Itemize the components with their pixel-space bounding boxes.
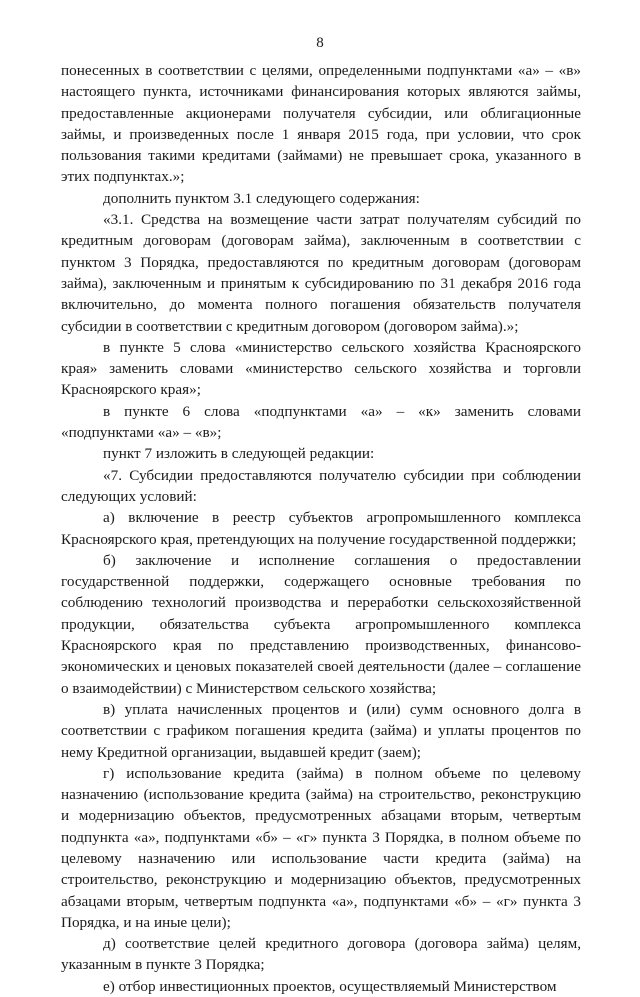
paragraph-clause-6-amendment: в пункте 6 слова «подпунктами «а» – «к» заменить словами «подпунктами «а» – «в»; [61,402,581,442]
paragraph-clause-3-1: «3.1. Средства на возмещение части затрат получателям субсидий по кредитным договорам (договорам займа), заключенным в соответствии с пунктом 3 Порядка, предоставляются по кредитным договорам (договорам займа), заключенным и принятым к субсидированию по 31 декабря 2016 года включительно, до момента полного погашения обязательств получателя субсидии в соответствии с кредитным договором (договором займа).»; [61,211,581,335]
paragraph-clause-7-intro: пункт 7 изложить в следующей редакции: [103,445,375,463]
list-item-b: б) заключение и исполнение соглашения о предоставлении государственной поддержки, содержащего основные требования по соблюдению технологий производства и переработки сельскохозяйственной продукции, обязательства субъекта агропромышленного комплекса Красноярского края по представлению производственных, финансово-экономических и ценовых показателей своей деятельности (далее – соглашение о взаимодействии) с Министерством сельского хозяйства; [61,551,581,697]
list-item-a: а) включение в реестр субъектов агропромышленного комплекса Красноярского края, претендующих на получение государственной поддержки; [61,509,581,548]
list-item-v: в) уплата начисленных процентов и (или) сумм основного долга в соответствии с графиком погашения кредита (займа) и уплаты процентов по нему Кредитной организации, выдавшей кредит (заем); [61,700,581,761]
document-body [61,60,581,997]
page-number: 8 [316,35,324,51]
list-item-g: г) использование кредита (займа) в полном объеме по целевому назначению (использование кредита (займа) на строительство, реконструкцию и модернизацию объектов, предусмотренных абзацами вторым, четвертым подпункта «а», подпунктами «б» – «г» пункта 3 Порядка, в полном объеме по целевому назначению или использование части кредита (займа) на строительство, реконструкцию и модернизацию объектов, предусмотренных абзацами вторым, четвертым подпункта «а», подпунктами «б» – «г» пункта 3 Порядка, и на иные цели); [61,764,581,931]
paragraph-clause-7: «7. Субсидии предоставляются получателю субсидии при соблюдении следующих условий: [61,466,581,505]
list-item-d: д) соответствие целей кредитного договора (договора займа) целям, указанным в пункте 3 Порядка; [61,935,581,974]
paragraph-add-clause-3-1: дополнить пунктом 3.1 следующего содержания: [103,189,420,207]
paragraph-clause-5-amendment: в пункте 5 слова «министерство сельского хозяйства Красноярского края» заменить словами «министерство сельского хозяйства и торговли Красноярского края»; [61,338,581,399]
list-item-e: е) отбор инвестиционных проектов, осуществляемый Министерством [103,977,557,995]
paragraph-continuation: понесенных в соответствии с целями, определенными подпунктами «а» – «в» настоящего пункта, источниками финансирования которых являются займы, предоставленные акционерами получателя субсидии, или облигационные займы, и произведенных после 1 января 2015 года, при условии, что срок пользования такими кредитами (займами) не превышает срока, указанного в этих подпунктах.»; [61,62,581,186]
